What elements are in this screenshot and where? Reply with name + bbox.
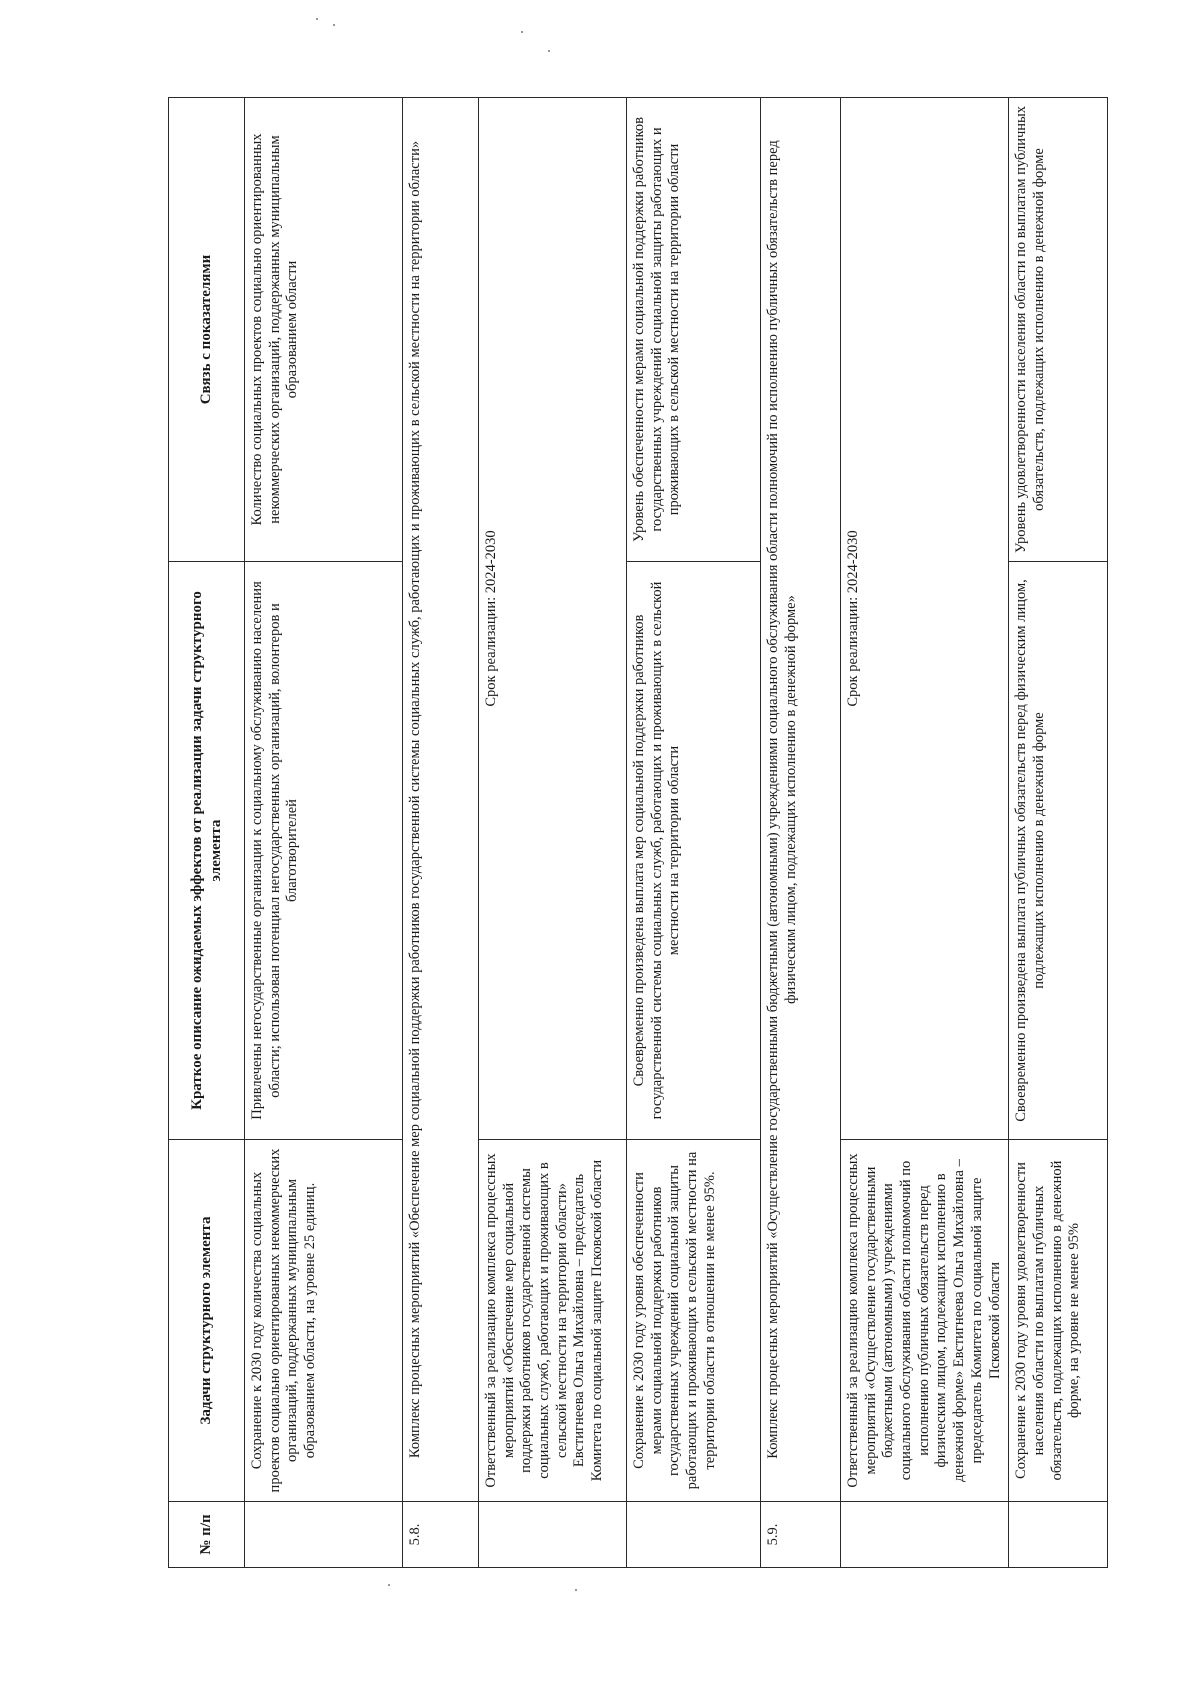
structural-elements-table [168, 97, 1108, 1568]
section-title: Комплекс процесных мероприятий «Обеспечение мер социальной поддержки работников государственной системы социальных служб, работающих и проживающих в сельской местности на территории области» [403, 98, 479, 1502]
table-row [245, 98, 403, 1568]
term-cell: Срок реализации: 2024-2030 [841, 98, 1009, 1140]
section-num: 5.9. [761, 1502, 841, 1568]
responsible-cell: Ответственный за реализацию комплекса процессных мероприятий «Обеспечение мер социальной поддержки работников государственной системы социальных служб, работающих и проживающих в сельской местности на территории области» Евстигнеева Ольга Михайловна – председатель Комитета по социальной защите Псковской области [479, 1140, 627, 1502]
rotated-page [168, 98, 1103, 1568]
table-header-row [169, 98, 245, 1568]
row-num [1009, 1502, 1108, 1568]
header-link: Связь с показателями [169, 98, 245, 562]
responsible-row [479, 98, 627, 1568]
task-cell: Сохранение к 2030 году уровня удовлетворенности населения области по выплатам публичных обязательств, подлежащих исполнению в денежной форме, на уровне не менее 95% [1009, 1140, 1108, 1502]
scan-speck [575, 1589, 577, 1591]
section-num: 5.8. [403, 1502, 479, 1568]
task-cell: Сохранение к 2030 году уровня обеспеченности мерами социальной поддержки работников государственных учреждений социальной защиты работающих и проживающих в сельской местности на территории области в отношении не менее 95%. [627, 1140, 761, 1502]
table-row [1009, 98, 1108, 1568]
link-cell: Количество социальных проектов социально ориентированных некоммерческих организаций, поддержанных муниципальным образованием области [245, 98, 403, 562]
scan-speck [316, 18, 318, 20]
row-num [841, 1502, 1009, 1568]
header-tasks: Задачи структурного элемента [169, 1140, 245, 1502]
scan-speck [548, 50, 550, 52]
link-cell: Уровень обеспеченности мерами социальной поддержки работников государственных учреждений социальной защиты работающих и проживающих в сельской местности на территории области [627, 98, 761, 562]
section-title: Комплекс процесных мероприятий «Осуществление государственными бюджетными (автономными) учреждениями социального обслуживания области полномочий по исполнению публичных обязательств перед физическим лицом, подлежащих исполнению в денежной форме» [761, 98, 841, 1502]
responsible-row [841, 98, 1009, 1568]
responsible-cell: Ответственный за реализацию комплекса процессных мероприятий «Осуществление государственными бюджетными (автономными) учреждениями социального обслуживания области полномочий по исполнению публичных обязательств перед физическим лицом, подлежащих исполнению в денежной форме» Евстигнеева Ольга Михайловна – председатель Комитета по социальной защите Псковской области [841, 1140, 1009, 1502]
table-row [627, 98, 761, 1568]
section-row-5-9 [761, 98, 841, 1568]
header-effects: Краткое описание ожидаемых эффектов от реализации задачи структурного элемента [169, 562, 245, 1140]
section-row-5-8 [403, 98, 479, 1568]
effect-cell: Своевременно произведена выплата публичных обязательств перед физическим лицом, подлежащих исполнению в денежной форме [1009, 562, 1108, 1140]
header-num: № п/п [169, 1502, 245, 1568]
effect-cell: Своевременно произведена выплата мер социальной поддержки работников государственной системы социальных служб, работающих и проживающих в сельской местности на территории области [627, 562, 761, 1140]
effect-cell: Привлечены негосударственные организации к социальному обслуживанию населения области; использован потенциал негосударственных организаций, волонтеров и благотворителей [245, 562, 403, 1140]
scan-speck [521, 31, 523, 33]
row-num [245, 1502, 403, 1568]
link-cell: Уровень удовлетворенности населения области по выплатам публичных обязательств, подлежащих исполнению в денежной форме [1009, 98, 1108, 562]
row-num [479, 1502, 627, 1568]
row-num [627, 1502, 761, 1568]
task-cell: Сохранение к 2030 году количества социальных проектов социально ориентированных некоммерческих организаций, поддержанных муниципальным образованием области, на уровне 25 единиц. [245, 1140, 403, 1502]
term-cell: Срок реализации: 2024-2030 [479, 98, 627, 1140]
scan-speck [388, 1584, 390, 1586]
scan-speck [333, 24, 335, 26]
